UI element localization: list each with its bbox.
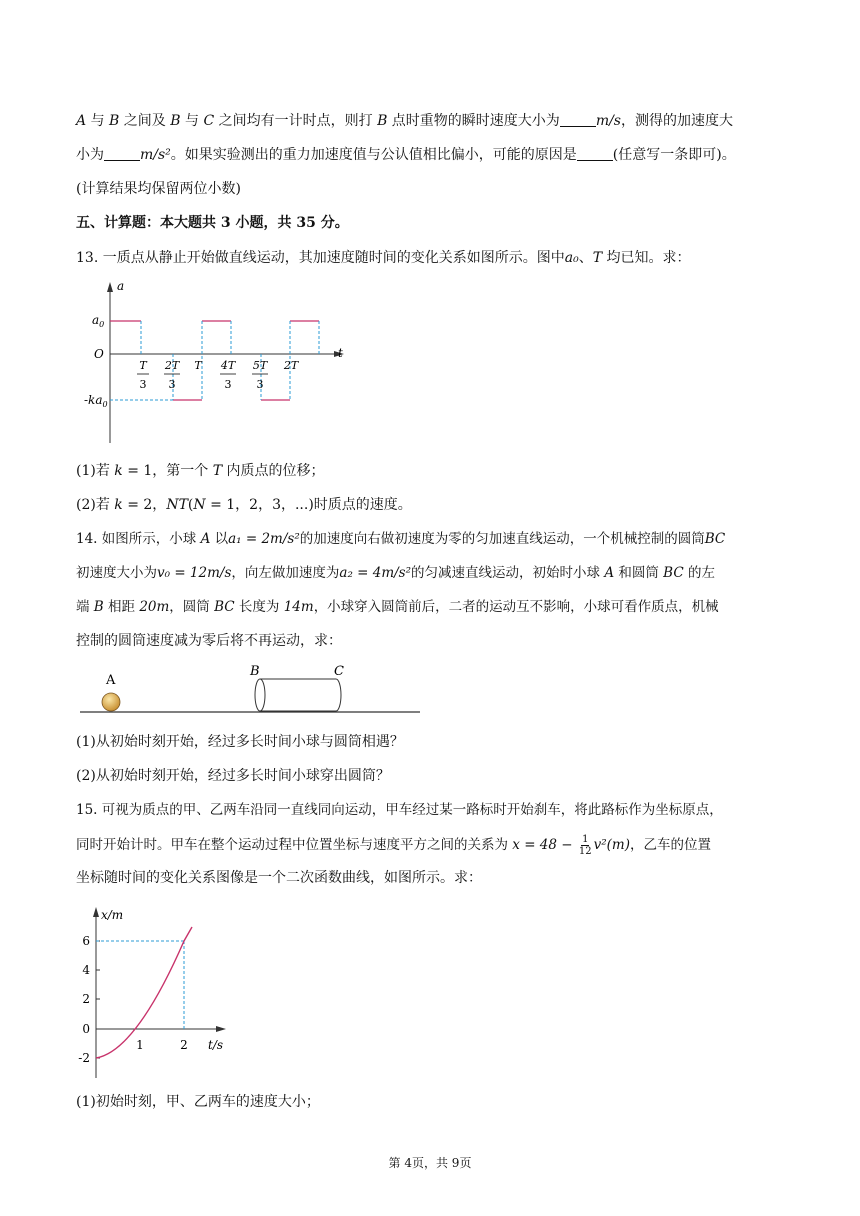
question-13-sub2: (2)若 k = 2，NT(N = 1，2，3，...)时质点的速度。 — [76, 497, 412, 513]
question-14-line4: 控制的圆筒速度减为零后将不再运动，求： — [76, 633, 342, 649]
tick-label: 5T — [252, 359, 268, 372]
y-tick-label: 0 — [82, 1022, 90, 1036]
question-14-line3: 端 B 相距 20m，圆筒 BC 长度为 14m，小球穿入圆筒前后，二者的运动互不影响，小球可看作质点，机械 — [76, 599, 719, 615]
x-axis-label: t — [338, 346, 343, 360]
answer-blank[interactable] — [577, 146, 613, 161]
cylinder-b-label: B — [250, 664, 260, 679]
neg-ka0-label: $-ka_0$ — [84, 393, 108, 409]
a0-label: $a_0$ — [92, 313, 105, 329]
tick-label: 4T — [220, 359, 236, 372]
question-14-line2: 初速度大小为v₀ = 12m/s，向左做加速度为a₂ = 4m/s²的匀减速直线运动，初始时小球 A 和圆筒 BC 的左 — [76, 565, 715, 581]
ball-label: A — [106, 673, 116, 688]
tick-label: 2T — [283, 359, 299, 372]
section-heading: 五、计算题：本大题共 3 小题，共 35 分。 — [76, 215, 349, 231]
question-14-line1: 14. 如图所示，小球 A 以a₁ = 2m/s²的加速度向右做初速度为零的匀加速直线运动，一个机械控制的圆筒BC — [76, 531, 726, 547]
y-axis-label: x/m — [101, 908, 124, 922]
text-line: (计算结果均保留两位小数) — [76, 181, 241, 197]
tick-label: T — [194, 359, 202, 372]
question-15-line3: 坐标随时间的变化关系图像是一个二次函数曲线，如图所示。求： — [76, 870, 482, 886]
origin-label: O — [94, 347, 104, 361]
tick-label: 3 — [256, 378, 264, 391]
position-time-graph — [70, 903, 260, 1083]
y-axis-label: a — [117, 279, 125, 293]
question-14-sub2: (2)从初始时刻开始，经过多长时间小球穿出圆筒？ — [76, 768, 390, 784]
tick-label: T — [139, 359, 147, 372]
tick-label: 3 — [224, 378, 232, 391]
cylinder-c-label: C — [334, 664, 344, 679]
fraction: $\frac{1}{12}$ — [578, 834, 592, 857]
x-axis-label: t/s — [208, 1038, 224, 1052]
y-tick-label: -2 — [78, 1051, 90, 1065]
question-13-sub1: (1)若 k = 1，第一个 T 内质点的位移； — [76, 463, 325, 479]
ball-a — [102, 693, 120, 711]
x-tick-label: 1 — [136, 1038, 144, 1052]
text-line: A 与 B 之间及 B 与 C 之间均有一计时点，则打 B 点时重物的瞬时速度大小为 m/s，测得的加速度大 — [76, 113, 733, 129]
question-15-sub1: (1)初始时刻，甲、乙两车的速度大小； — [76, 1094, 320, 1110]
y-tick-label: 2 — [82, 992, 90, 1006]
question-14-sub1: (1)从初始时刻开始，经过多长时间小球与圆筒相遇？ — [76, 734, 404, 750]
acceleration-time-graph — [80, 278, 350, 448]
position-curve — [96, 927, 192, 1058]
tick-label: 3 — [168, 378, 176, 391]
y-tick-label: 6 — [82, 934, 90, 948]
ball-cylinder-figure — [78, 660, 423, 720]
question-13-stem: 13. 一质点从静止开始做直线运动，其加速度随时间的变化关系如图所示。图中a₀、T 均已知。求： — [76, 250, 691, 266]
tick-label: 3 — [139, 378, 147, 391]
page-footer: 第 4页，共 9页 — [388, 1156, 472, 1170]
answer-blank[interactable] — [104, 146, 140, 161]
question-15-line1: 15. 可视为质点的甲、乙两车沿同一直线同向运动，甲车经过某一路标时开始刹车，将此路标作为坐标原点， — [76, 802, 723, 818]
cylinder-bc — [255, 679, 341, 711]
text-line: 小为 m/s²。如果实验测出的重力加速度值与公认值相比偏小，可能的原因是 (任意写一条即可)。 — [76, 147, 736, 163]
tick-label: 2T — [164, 359, 180, 372]
answer-blank[interactable] — [560, 112, 596, 127]
question-15-line2: 同时开始计时。甲车在整个运动过程中位置坐标与速度平方之间的关系为 x = 48 − $\frac{1}{12}$ v²(m)，乙车的位置 — [76, 834, 711, 857]
x-tick-label: 2 — [180, 1038, 188, 1052]
y-tick-label: 4 — [82, 963, 90, 977]
